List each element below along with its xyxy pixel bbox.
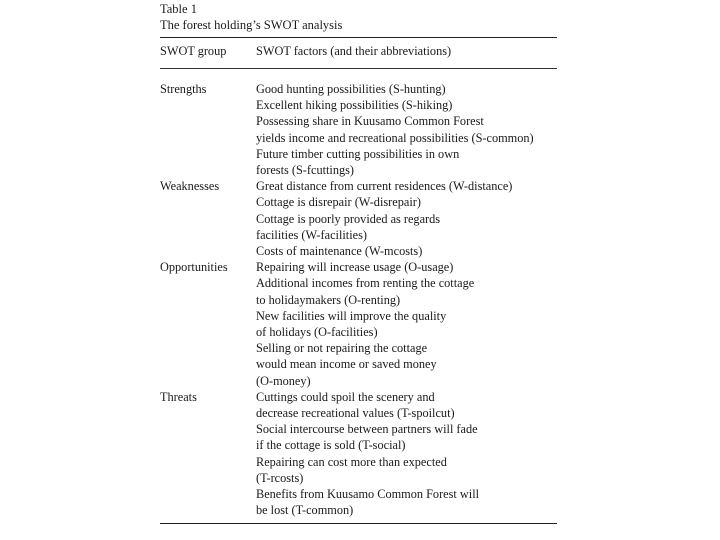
swot-factor-line: (T-rcosts) [256,470,304,485]
table-row-threats [160,389,557,519]
swot-factors-cell [256,389,557,519]
swot-factor-line: would mean income or saved money [256,357,437,372]
swot-factor-line: Great distance from current residences (W-distance) [256,179,513,194]
swot-factor-line: Selling or not repairing the cottage [256,341,428,356]
swot-factor-line: Good hunting possibilities (S-hunting) [256,82,446,96]
table-row-weaknesses [160,178,557,259]
table-row-strengths [160,81,557,178]
header-swot-factors: SWOT factors (and their abbreviations) [256,44,452,58]
swot-factor-line: of holidays (O-facilities) [256,325,378,340]
swot-group-name: Opportunities [160,260,228,275]
swot-factor-line: Costs of maintenance (W-mcosts) [256,244,423,259]
swot-factor-line: to holidaymakers (O-renting) [256,292,401,307]
swot-factors-cell [256,178,557,259]
table-row-opportunities [160,259,557,389]
swot-factor-line: yields income and recreational possibilities (S-common) [256,130,534,145]
swot-factor-line: New facilities will improve the quality [256,308,447,323]
swot-factor-line: Social intercourse between partners will fade [256,422,478,437]
table-container [160,2,557,524]
table-label: Table 1 [160,2,197,16]
swot-group-name: Strengths [160,82,207,96]
header-swot-group: SWOT group [160,44,227,58]
bottom-rule [160,523,557,524]
swot-factor-line: Repairing can cost more than expected [256,454,447,469]
swot-factor-line: Possessing share in Kuusamo Common Forest [256,114,484,129]
swot-factor-line: if the cottage is sold (T-social) [256,438,406,453]
swot-factor-line: forests (S-fcuttings) [256,163,355,178]
swot-factor-line: Excellent hiking possibilities (S-hiking) [256,98,453,113]
swot-factor-line: decrease recreational values (T-spoilcut) [256,406,455,421]
swot-factor-line: Benefits from Kuusamo Common Forest will [256,487,480,502]
swot-factors-cell [256,259,557,389]
swot-factor-line: Additional incomes from renting the cottage [256,276,475,291]
swot-factor-line: facilities (W-facilities) [256,227,367,242]
swot-factor-line: Cuttings could spoil the scenery and [256,389,435,404]
swot-group-name: Threats [160,389,197,404]
table-title: The forest holding’s SWOT analysis [160,18,343,32]
swot-factor-line: Cottage is poorly provided as regards [256,211,441,226]
table-header [160,38,557,68]
swot-factor-line: Future timber cutting possibilities in own [256,146,460,161]
table-body [160,69,557,523]
swot-factor-line: (O-money) [256,373,311,388]
swot-factor-line: be lost (T-common) [256,503,354,518]
swot-factor-line: Cottage is disrepair (W-disrepair) [256,195,421,210]
swot-group-name: Weaknesses [160,179,220,194]
swot-factors-cell [256,81,557,178]
swot-factor-line: Repairing will increase usage (O-usage) [256,260,454,275]
